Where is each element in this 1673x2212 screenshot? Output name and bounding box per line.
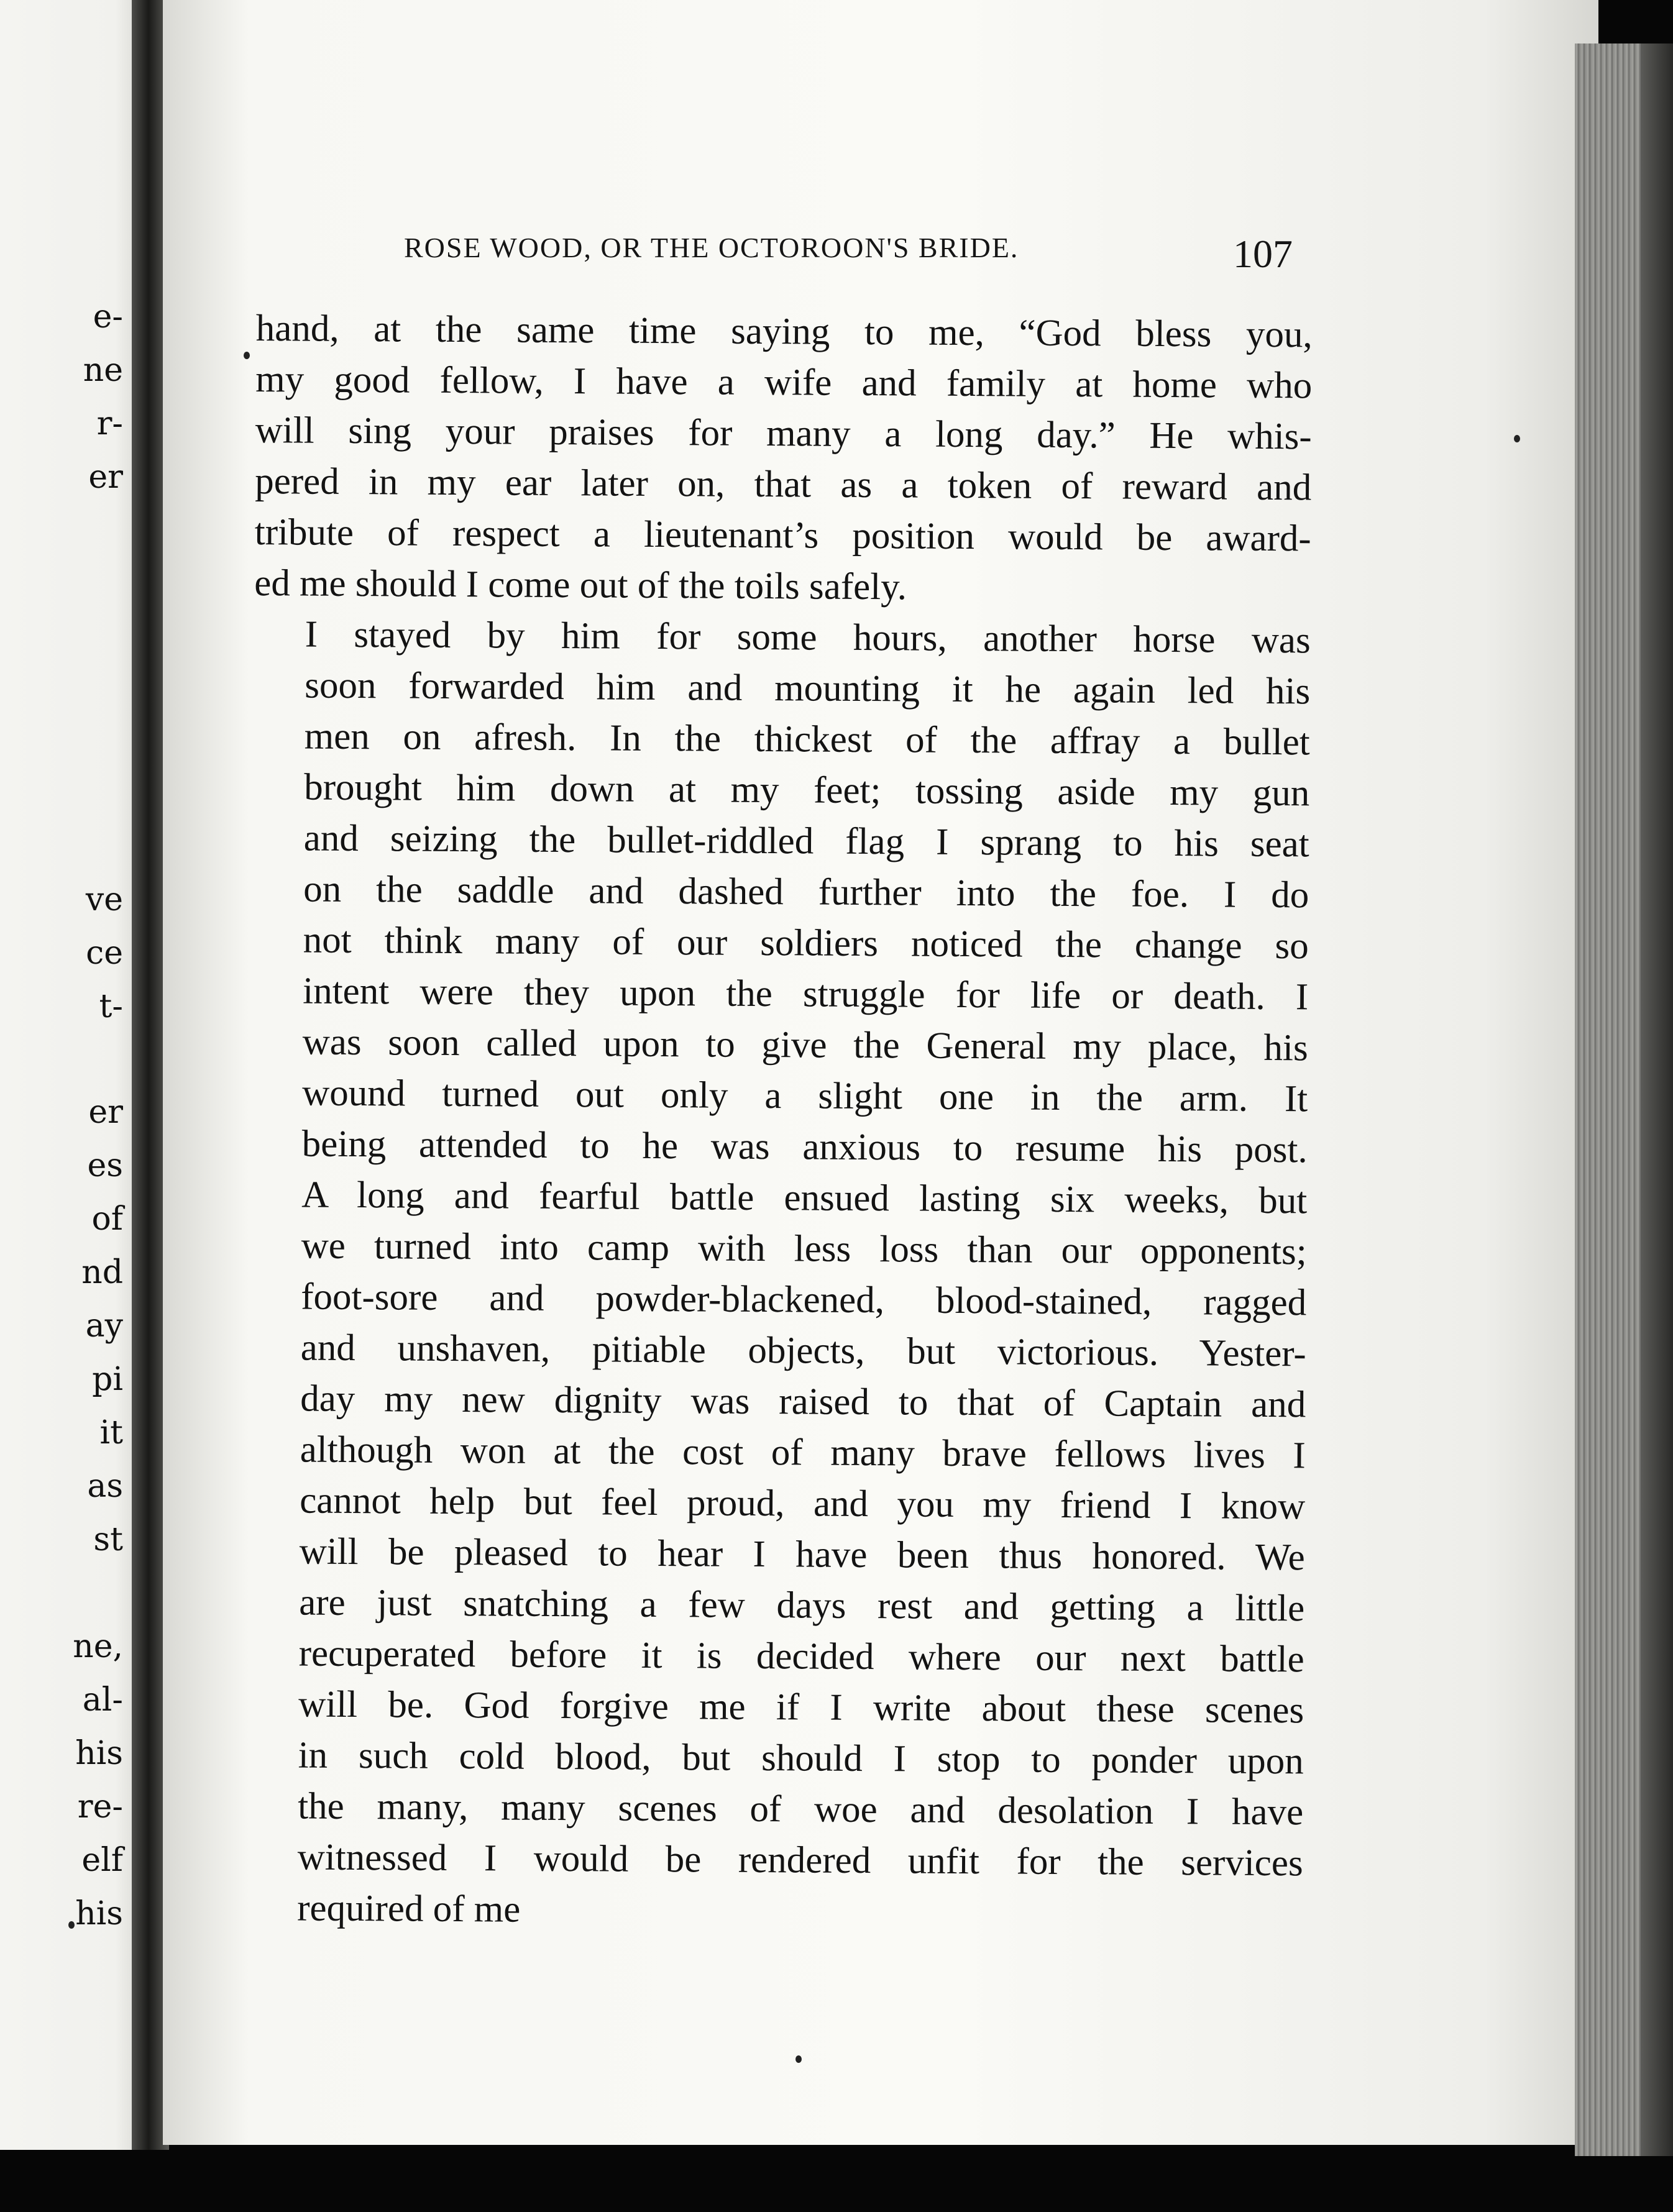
paragraph	[246, 609, 1311, 1940]
left-page-fragment: ne	[83, 352, 123, 389]
text-line: hand, at the same time saying to me, “God bless you,	[255, 307, 1313, 356]
text-line: recuperated before it is decided where our next battle	[298, 1632, 1304, 1681]
left-page-fragment: t-	[99, 988, 123, 1025]
text-line: will be. God forgive me if I write about these scenes	[298, 1683, 1304, 1732]
page-edges-shadow	[1641, 43, 1673, 2156]
text-line: although won at the cost of many brave fellows lives I	[300, 1428, 1306, 1477]
left-page-fragment: ce	[86, 935, 123, 972]
text-line: pered in my ear later on, that as a token of reward and	[255, 460, 1312, 509]
paragraph	[254, 303, 1313, 615]
text-line: and seizing the bullet-riddled flag I sprang to his seat	[303, 817, 1309, 866]
left-page-fragment: his	[75, 1895, 123, 1932]
text-line: required of me	[297, 1887, 521, 1931]
text-line: being attended to he was anxious to resume his post.	[301, 1123, 1308, 1171]
text-line: brought him down at my feet; tossing aside my gun	[304, 766, 1310, 815]
left-page-text-fragments	[0, 0, 144, 2150]
ink-speck	[1514, 435, 1520, 442]
text-line: wound turned out only a slight one in the arm. It	[302, 1072, 1308, 1120]
ink-speck	[795, 2055, 802, 2063]
left-page-fragment: er	[88, 459, 123, 496]
text-line: in such cold blood, but should I stop to ponder upon	[298, 1734, 1304, 1783]
running-head: ROSE WOOD, OR THE OCTOROON'S BRIDE.	[404, 232, 1019, 263]
left-page-fragment: as	[87, 1468, 123, 1505]
text-line: will be pleased to hear I have been thus honored. We	[299, 1530, 1305, 1579]
text-line: my good fellow, I have a wife and family at home who	[255, 358, 1313, 407]
left-page-fragment: al-	[82, 1681, 123, 1719]
text-line: not think many of our soldiers noticed the change so	[303, 919, 1309, 967]
left-page-fragment: elf	[81, 1842, 123, 1879]
left-page-fragment: of	[91, 1200, 123, 1238]
left-page-fragment: his	[75, 1735, 123, 1772]
left-page-fragment: re-	[77, 1788, 123, 1826]
text-line: intent were they upon the struggle for life or death. I	[303, 970, 1309, 1018]
text-line: A long and fearful battle ensued lasting six weeks, but	[301, 1174, 1308, 1222]
text-line: cannot help but feel proud, and you my friend I know	[300, 1479, 1306, 1528]
left-page-fragment: nd	[81, 1254, 123, 1291]
text-line: soon forwarded him and mounting it he again led his	[305, 664, 1311, 713]
ink-speck	[68, 1921, 75, 1929]
text-line: the many, many scenes of woe and desolation I have	[298, 1785, 1304, 1834]
text-line: witnessed I would be rendered unfit for the services	[297, 1836, 1303, 1885]
ink-speck	[244, 352, 250, 359]
text-line: on the saddle and dashed further into the foe. I do	[303, 868, 1309, 916]
left-page-fragment: st	[93, 1521, 123, 1558]
text-line: foot-sore and powder-blackened, blood-stained, ragged	[301, 1276, 1307, 1324]
text-line: we turned into camp with less loss than our opponents;	[301, 1225, 1307, 1273]
text-line: are just snatching a few days rest and getting a little	[299, 1581, 1305, 1630]
page-number: 107	[1233, 232, 1293, 276]
text-line: ed me should I come out of the toils safely.	[254, 562, 907, 608]
left-page-fragment: pi	[92, 1361, 123, 1398]
text-line: will sing your praises for many a long day.” He whis-	[255, 409, 1312, 458]
body-text	[246, 303, 1313, 1940]
text-line: I stayed by him for some hours, another horse was	[305, 613, 1311, 662]
text-line: day my new dignity was raised to that of Captain and	[300, 1378, 1306, 1426]
left-page-fragment: ve	[85, 881, 123, 918]
left-page-fragment: es	[87, 1147, 123, 1184]
left-page-fragment: ne,	[73, 1628, 123, 1665]
text-line: tribute of respect a lieutenant’s position would be award-	[254, 511, 1311, 560]
text-line: was soon called upon to give the General my place, his	[302, 1021, 1308, 1069]
left-page-fragment: er	[88, 1094, 123, 1131]
left-page-fragment: it	[99, 1414, 123, 1451]
left-page-fragment: r-	[96, 405, 123, 442]
left-page-fragment: e-	[93, 298, 123, 336]
text-line: and unshaven, pitiable objects, but victorious. Yester-	[300, 1327, 1306, 1375]
text-line: men on afresh. In the thickest of the affray a bullet	[304, 715, 1310, 764]
left-page-fragment: ay	[85, 1307, 123, 1345]
